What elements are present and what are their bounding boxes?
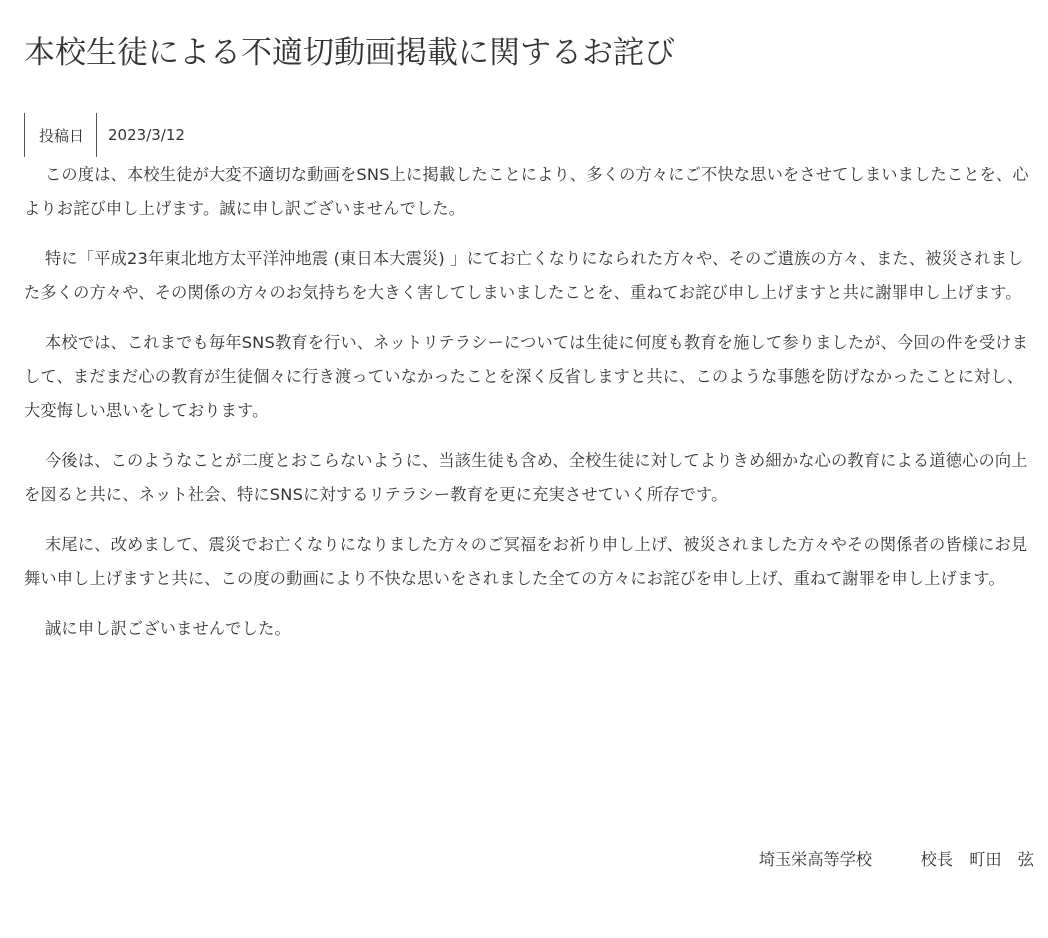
paragraph: 特に「平成23年東北地方太平洋沖地震 (東日本大震災) 」にてお亡くなりになられた方々や、そのご遺族の方々、また、被災されました多くの方々や、その関係の方々のお気持ちを大きく害してしまいましたことを、重ねてお詫び申し上げますと共に謝罪申し上げます。 <box>24 249 1024 302</box>
paragraph: この度は、本校生徒が大変不適切な動画をSNS上に掲載したことにより、多くの方々にご不快な思いをさせてしまいましたことを、心よりお詫び申し上げます。誠に申し訳ございませんでした。 <box>24 165 1029 218</box>
signature: 埼玉栄高等学校 校長 町田 弦 <box>758 850 1034 869</box>
paragraph: 誠に申し訳ございませんでした。 <box>45 619 291 638</box>
posted-date: 2023/3/12 <box>108 126 185 144</box>
page-title: 本校生徒による不適切動画掲載に関するお詫び <box>24 35 675 71</box>
posted-date-label: 投稿日 <box>24 113 97 157</box>
article-body <box>24 158 1034 662</box>
paragraph: 末尾に、改めまして、震災でお亡くなりになりました方々のご冥福をお祈り申し上げ、被災されました方々やその関係者の皆様にお見舞い申し上げますと共に、この度の動画により不快な思いをされました全ての方々にお詫びを申し上げ、重ねて謝罪を申し上げます。 <box>24 535 1028 588</box>
paragraph: 本校では、これまでも毎年SNS教育を行い、ネットリテラシーについては生徒に何度も教育を施して参りましたが、今回の件を受けまして、まだまだ心の教育が生徒個々に行き渡っていなかったことを深く反省しますと共に、このような事態を防げなかったことに対し、大変悔しい思いをしております。 <box>24 333 1029 420</box>
post-meta <box>24 113 185 157</box>
paragraph: 今後は、このようなことが二度とおこらないように、当該生徒も含め、全校生徒に対してよりきめ細かな心の教育による道徳心の向上を図ると共に、ネット社会、特にSNSに対するリテラシー教育を更に充実させていく所存です。 <box>24 451 1028 504</box>
